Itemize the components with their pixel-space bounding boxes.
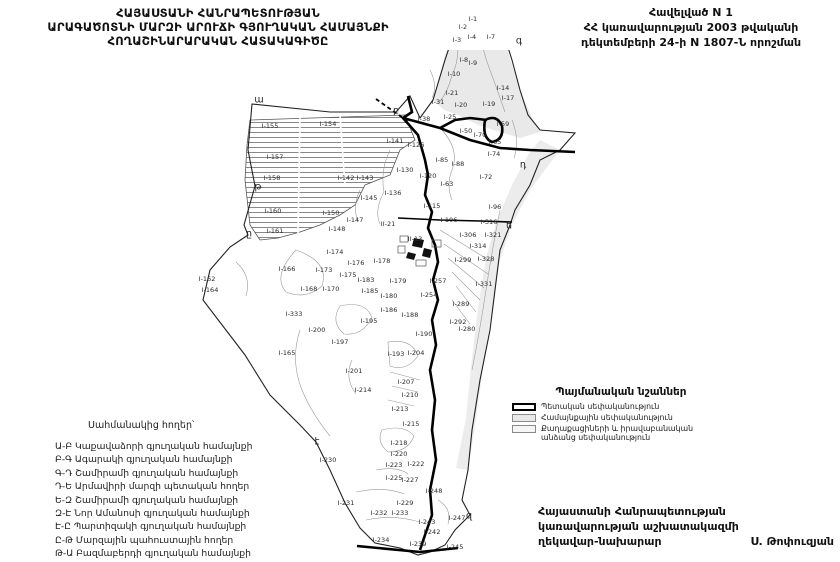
parcel-label: I-106 [440, 215, 458, 224]
parcel-label: I-166 [278, 264, 296, 273]
parcel-label: I-168 [300, 284, 318, 293]
parcel-label: I-145 [360, 193, 378, 202]
border-point-letter: զ [465, 510, 473, 522]
parcel-label: I-222 [407, 459, 425, 468]
parcel-label: I-257 [429, 276, 447, 285]
map-legend [512, 386, 730, 444]
bordering-lands [55, 420, 285, 561]
signature-line-3: ղեկավար-նախարար [538, 535, 662, 548]
parcel-label: I-143 [356, 173, 374, 182]
bordering-land-item: Ը-Թ Մարզային պահուստային հողեր [55, 534, 234, 546]
parcel-label: I-333 [285, 309, 303, 318]
legend-title: Պայմանական նշաններ [555, 386, 687, 398]
parcel-label: I-230 [319, 455, 337, 464]
parcel-label: I-213 [391, 404, 409, 413]
parcel-label: I-204 [407, 348, 425, 357]
parcel-label: II-21 [380, 219, 396, 228]
parcel-label: I-233 [391, 508, 409, 517]
parcel-label: I-220 [390, 449, 408, 458]
signature-block [538, 504, 834, 549]
legend-swatch-community [512, 414, 536, 422]
parcel-label: I-183 [357, 275, 375, 284]
parcel-label: I-247 [448, 513, 466, 522]
parcel-label: I-207 [397, 377, 415, 386]
annex-line-3: դեկտեմբերի 24-ի N 1807-Ն որոշման [580, 36, 802, 49]
border-point-letter: ե [505, 220, 513, 232]
parcel-label: I-120 [419, 171, 437, 180]
bordering-land-item: Ա-Բ Կաքավաձորի գյուղական համայնքի [55, 441, 253, 452]
parcel-label: I-239 [409, 539, 427, 548]
bordering-lands-title: Սահմանակից հողեր՝ [88, 420, 195, 431]
bordering-land-item: Ե-Զ Շամիրամի գյուղական համայնքի [55, 494, 239, 506]
parcel-label: I-185 [361, 286, 379, 295]
signature-line-1: Հայաստանի Հանրապետության [538, 505, 726, 518]
parcel-label: I-176 [347, 258, 365, 267]
border-point-letter: է [314, 436, 320, 448]
parcel-label: I-234 [372, 535, 390, 544]
bordering-land-item: Է-Ը Պարտիզակի գյուղական համայնքի [55, 521, 247, 533]
legend-item-label: Համայնքային սեփականություն [541, 413, 673, 422]
parcel-label: I-245 [446, 542, 464, 551]
parcel-label: I-65 [488, 137, 502, 146]
annex-line-1: Հավելված N 1 [649, 6, 733, 19]
parcel-label: I-148 [328, 224, 346, 233]
legend-item [512, 424, 730, 442]
parcel-label: I-232 [370, 508, 388, 517]
parcel-label: I-175 [339, 270, 357, 279]
parcel-label: I-306 [459, 230, 477, 239]
border-point-letter: դ [519, 159, 527, 171]
parcel-label: I-180 [380, 291, 398, 300]
annex-line-2: ՀՀ կառավարության 2003 թվականի [583, 21, 799, 34]
parcel-label: I-158 [263, 173, 281, 182]
parcel-label: I-174 [326, 247, 344, 256]
parcel-label: I-88 [451, 159, 465, 168]
parcel-label: I-280 [458, 324, 476, 333]
parcel-label: I-331 [475, 279, 493, 288]
parcel-label: I-321 [484, 230, 502, 239]
parcel-label: I-178 [373, 256, 391, 265]
parcel-label: I-215 [402, 419, 420, 428]
parcel-label: I-130 [396, 165, 414, 174]
parcel-label: I-9 [468, 58, 478, 67]
parcel-label: I-96 [488, 202, 502, 211]
parcel-label: I-162 [198, 274, 216, 283]
parcel-label: I-229 [396, 498, 414, 507]
parcel-label: I-4 [467, 32, 477, 41]
parcel-label: I-157 [266, 152, 284, 161]
parcel-label: I-115 [423, 201, 441, 210]
parcel-label: I-299 [454, 255, 472, 264]
parcel-label: I-243 [418, 517, 436, 526]
border-point-letter: ը [245, 228, 253, 240]
border-point-letter: գ [515, 35, 523, 47]
parcel-label: I-150 [322, 208, 340, 217]
border-point-letter: բ [392, 105, 400, 117]
parcel-label: I-126 [407, 140, 425, 149]
legend-item-label: Քաղաքացիների և իրավաբանական անձանց սեփականություն [541, 424, 694, 442]
parcel-label: I-14 [496, 83, 510, 92]
parcel-label: I-193 [387, 349, 405, 358]
parcel-label: I-179 [389, 276, 407, 285]
parcel-label: I-186 [380, 305, 398, 314]
parcel-label: I-25 [443, 112, 457, 121]
parcel-label: I-218 [390, 438, 408, 447]
parcel-label: I-85 [435, 155, 449, 164]
parcel-label: I-316 [480, 217, 498, 226]
parcel-label: I-8 [459, 55, 469, 64]
parcel-label: I-248 [425, 486, 443, 495]
border-point-letter: թ [254, 181, 262, 193]
parcel-label: I-63 [440, 179, 454, 188]
parcel-label: I-254 [420, 290, 438, 299]
title-line-3: ՀՈՂԱՇԻՆԱՐԱՐԱԿԱՆ ՀԱՏԱԿԱԳԻԾԸ [107, 34, 329, 48]
parcel-label: I-50 [459, 126, 473, 135]
parcel-label: I-141 [386, 136, 404, 145]
parcel-label: I-1 [468, 14, 478, 23]
parcel-label: I-200 [308, 325, 326, 334]
parcel-label: I-142 [337, 173, 355, 182]
parcel-label: I-328 [477, 254, 495, 263]
legend-item-label: Պետական սեփականություն [541, 402, 660, 411]
bordering-land-item: Գ-Դ Շամիրամի գյուղական համայնքի [55, 467, 239, 479]
parcel-label: I-223 [385, 460, 403, 469]
bordering-land-item: Զ-Է Նոր Ամանոսի գյուղական համայնքի [55, 508, 250, 520]
legend-swatch-state [512, 403, 536, 411]
border-point-letter: ա [254, 94, 264, 106]
parcel-label: I-21 [445, 88, 459, 97]
parcel-label: I-242 [423, 527, 441, 536]
legend-rows [512, 402, 730, 442]
parcel-label: I-38 [417, 114, 431, 123]
parcel-label: I-292 [449, 317, 467, 326]
legend-swatch-private [512, 425, 536, 433]
parcel-label: I-7 [486, 32, 496, 41]
legend-item [512, 413, 730, 422]
parcel-label: I-70 [473, 130, 487, 139]
title-line-2: ԱՐԱԳԱԾՈՏՆԻ ՄԱՐԶԻ ԱՐՈՒՃԻ ԳՅՈՒՂԱԿԱՆ ՀԱՄԱՅՆՔԻ [47, 20, 389, 34]
legend-item [512, 402, 730, 411]
parcel-label: I-136 [384, 188, 402, 197]
parcel-label: I-19 [482, 99, 496, 108]
parcel-label: I-74 [487, 149, 501, 158]
parcel-label: I-161 [266, 226, 284, 235]
parcel-label: I-190 [415, 329, 433, 338]
signature-line-2: կառավարության աշխատակազմի [538, 520, 739, 533]
parcel-label: I-160 [264, 206, 282, 215]
parcel-label: I-170 [322, 284, 340, 293]
parcel-label: I-72 [479, 172, 493, 181]
parcel-label: I-214 [354, 385, 372, 394]
bordering-land-item: Թ-Ա Բազմաբերդի գյուղական համայնքի [55, 548, 251, 560]
parcel-label: I-147 [346, 215, 364, 224]
parcel-label: I-225 [385, 473, 403, 482]
parcel-label: I-2 [458, 22, 468, 31]
parcel-label: I-231 [337, 498, 355, 507]
parcel-label: I-10 [447, 69, 461, 78]
parcel-label: I-210 [401, 390, 419, 399]
parcel-label: I-195 [360, 316, 378, 325]
parcel-label: I-31 [431, 97, 445, 106]
parcel-label: I-59 [496, 119, 510, 128]
parcel-label: I-155 [261, 121, 279, 130]
title-line-1: ՀԱՅԱՍՏԱՆԻ ՀԱՆՐԱՊԵՏՈՒԹՅԱՆ [116, 6, 320, 20]
parcel-label: I-197 [331, 337, 349, 346]
parcel-label: I-289 [452, 299, 470, 308]
parcel-label: I-227 [401, 475, 419, 484]
parcel-label: I-17 [501, 93, 515, 102]
parcel-label: I-154 [319, 119, 337, 128]
parcel-label: I-188 [401, 310, 419, 319]
parcel-label: I-164 [201, 285, 219, 294]
parcel-label: I-20 [454, 100, 468, 109]
bordering-land-item: Դ-Ե Արմավիրի մարզի պետական հողեր [55, 481, 250, 493]
parcel-label: I-173 [315, 265, 333, 274]
bordering-land-item: Բ-Գ Ագարակի գյուղական համայնքի [55, 454, 233, 466]
parcel-label: I-3 [452, 35, 462, 44]
parcel-label: II-13 [407, 234, 423, 243]
parcel-label: I-165 [278, 348, 296, 357]
parcel-label: I-314 [469, 241, 487, 250]
signatory-name: Ս. Թոփուզյան [750, 535, 834, 548]
bordering-lands-items [55, 440, 285, 561]
parcel-label: I-201 [345, 366, 363, 375]
